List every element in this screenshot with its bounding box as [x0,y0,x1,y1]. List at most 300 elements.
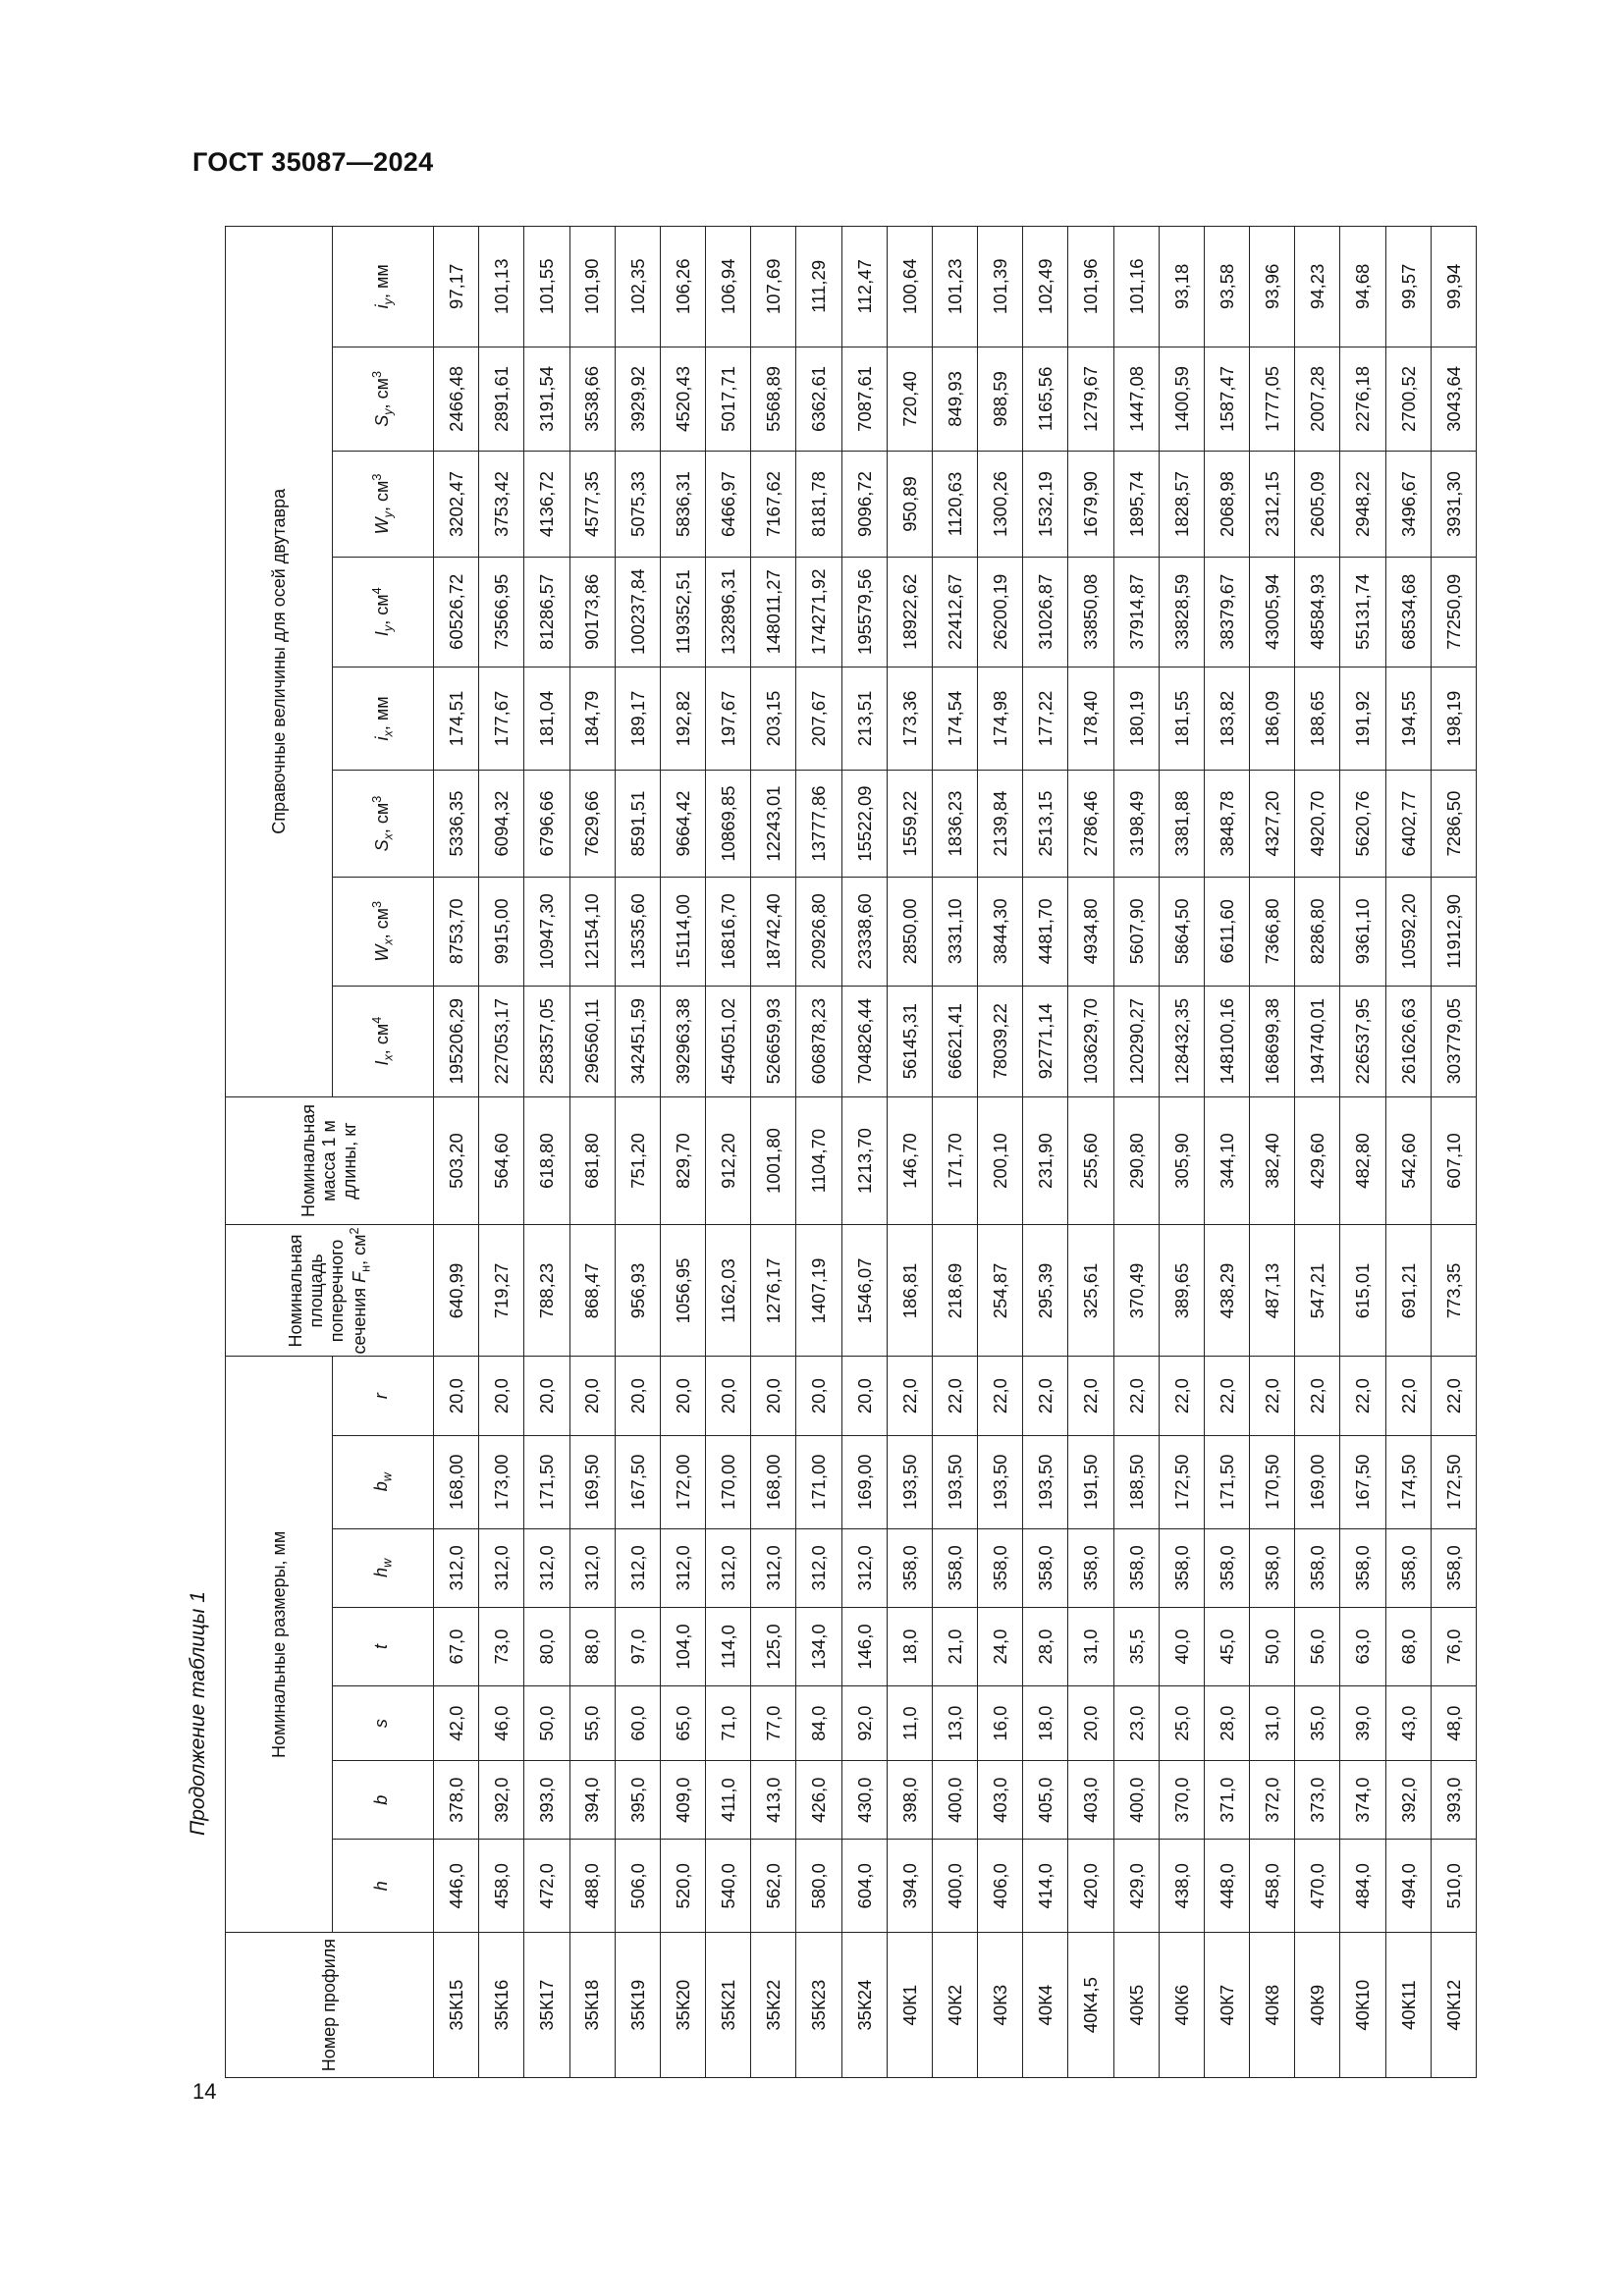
table-cell: 103629,70 [1068,986,1113,1096]
table-cell: 305,90 [1159,1096,1204,1225]
table-cell: 92771,14 [1023,986,1068,1096]
table-cell: 6094,32 [479,771,524,878]
table-cell: 97,17 [434,227,479,347]
table-row [479,227,524,2078]
table-cell: 33850,08 [1068,557,1113,667]
table-cell: 484,0 [1340,1840,1385,1933]
table-cell: 344,10 [1204,1096,1249,1225]
table-cell: 192,82 [660,667,705,771]
table-cell: 454051,02 [706,986,751,1096]
table-cell: 1056,95 [660,1225,705,1357]
header-ref-ry-sym: i [371,304,392,309]
table-cell: 181,04 [524,667,569,771]
table-cell: 849,93 [932,347,977,452]
header-area: Номинальная площадь поперечного сечения $F_н$, $см^2$ [226,1225,434,1357]
table-cell: 3381,88 [1159,771,1204,878]
table-cell: 2891,61 [479,347,524,452]
table-cell: 691,21 [1385,1225,1431,1357]
table-cell: 194,55 [1385,667,1431,771]
table-cell: 5017,71 [706,347,751,452]
table-cell: 168699,38 [1250,986,1295,1096]
table-cell: 183,82 [1204,667,1249,771]
table-cell: 403,0 [1068,1761,1113,1840]
table-cell: 1836,23 [932,771,977,878]
profile-number-cell: 35К20 [660,1933,705,2078]
table-cell: 370,0 [1159,1761,1204,1840]
header-ref-wx-sym: W [371,944,392,962]
table-cell: 429,60 [1295,1096,1340,1225]
table-cell: 681,80 [569,1096,615,1225]
table-cell: 63,0 [1340,1607,1385,1685]
profile-number-cell: 35К17 [524,1933,569,2078]
table-cell: 78039,22 [978,986,1023,1096]
header-dimensions: Номинальные размеры, мм [226,1357,333,1933]
header-dim-hw-sub: w [380,1558,395,1568]
table-cell: 186,09 [1250,667,1295,771]
table-cell: 93,58 [1204,227,1249,347]
table-cell: 94,68 [1340,227,1385,347]
profile-number-cell: 35К16 [479,1933,524,2078]
table-cell: 180,19 [1113,667,1159,771]
table-cell: 3929,92 [615,347,660,452]
table-cell: 56,0 [1295,1607,1340,1685]
table-cell: 426,0 [796,1761,841,1840]
table-cell: 4577,35 [569,452,615,558]
header-ref-rx: $i_x$, мм [333,667,434,771]
header-dim-b-sym: b [370,1794,391,1805]
table-cell: 16816,70 [706,877,751,986]
table-cell: 472,0 [524,1840,569,1933]
table-cell: 193,50 [978,1435,1023,1528]
table-cell: 542,60 [1385,1096,1431,1225]
table-row [1431,227,1476,2078]
table-cell: 4136,72 [524,452,569,558]
header-dim-hw-sym: h [370,1567,391,1577]
table-cell: 20,0 [841,1357,887,1435]
header-dim-bw-sub: w [380,1472,395,1482]
table-cell: 1828,57 [1159,452,1204,558]
table-cell: 177,67 [479,667,524,771]
table-cell: 1120,63 [932,452,977,558]
table-cell: 20,0 [1068,1686,1113,1761]
table-cell: 13535,60 [615,877,660,986]
table-cell: 10592,20 [1385,877,1431,986]
table-cell: 22,0 [1068,1357,1113,1435]
profile-number-cell: 35К23 [796,1933,841,2078]
table-cell: 2948,22 [1340,452,1385,558]
header-ref-ry: $i_y$, мм [333,227,434,347]
profile-number-cell: 40К5 [1113,1933,1159,2078]
table-cell: 132896,31 [706,557,751,667]
table-cell: 48,0 [1431,1686,1476,1761]
table-cell: 107,69 [751,227,796,347]
table-row [1159,227,1204,2078]
table-cell: 22,0 [1431,1357,1476,1435]
table-cell: 22,0 [932,1357,977,1435]
header-ref-sx-sub: x [381,833,396,840]
header-dim-b [333,1761,434,1840]
table-cell: 3844,30 [978,877,1023,986]
header-area-symbol: F [349,1271,369,1283]
header-ref-sx-unit: см [371,802,392,825]
table-cell: 186,81 [887,1225,932,1357]
table-cell: 22,0 [1340,1357,1385,1435]
table-cell: 218,69 [932,1225,977,1357]
profile-number-cell: 35К18 [569,1933,615,2078]
table-cell: 172,50 [1159,1435,1204,1528]
header-ref-sx: $S_x$, $см^3$ [333,771,434,878]
table-cell: 13,0 [932,1686,977,1761]
header-profile: Номер профиля [226,1933,434,2078]
table-cell: 106,26 [660,227,705,347]
header-area-unit-sup: 2 [347,1227,361,1235]
table-cell: 42,0 [434,1686,479,1761]
table-cell: 640,99 [434,1225,479,1357]
header-ref-sy: $S_y$, $см^3$ [333,347,434,452]
header-ref-sy-sup: 3 [369,371,384,379]
header-ref-ix-sup: 4 [369,1016,384,1024]
table-cell: 2312,15 [1250,452,1295,558]
table-cell: 173,36 [887,667,932,771]
table-cell: 420,0 [1068,1840,1113,1933]
table-cell: 773,35 [1431,1225,1476,1357]
table-cell: 358,0 [1385,1528,1431,1607]
table-cell: 174,98 [978,667,1023,771]
table-cell: 20,0 [434,1357,479,1435]
table-cell: 912,20 [706,1096,751,1225]
table-cell: 195206,29 [434,986,479,1096]
header-dim-r [333,1357,434,1435]
table-cell: 1587,47 [1204,347,1249,452]
header-ref-iy-sup: 4 [369,587,384,595]
table-cell: 547,21 [1295,1225,1340,1357]
table-cell: 325,61 [1068,1225,1113,1357]
table-cell: 23,0 [1113,1686,1159,1761]
table-cell: 50,0 [1250,1607,1295,1685]
table-cell: 503,20 [434,1096,479,1225]
table-cell: 20,0 [569,1357,615,1435]
table-row [706,227,751,2078]
table-cell: 719,27 [479,1225,524,1357]
table-cell: 22,0 [1250,1357,1295,1435]
table-cell: 562,0 [751,1840,796,1933]
profile-number-cell: 35К24 [841,1933,887,2078]
header-mass: Номинальная масса 1 м длины, кг [226,1096,434,1225]
header-reference: Справочные величины для осей двутавра [226,227,333,1097]
table-cell: 950,89 [887,452,932,558]
table-cell: 358,0 [1295,1528,1340,1607]
table-cell: 20,0 [479,1357,524,1435]
table-cell: 92,0 [841,1686,887,1761]
table-cell: 18922,62 [887,557,932,667]
header-dim-h [333,1840,434,1933]
header-ref-iy: $I_y$, $см^4$ [333,557,434,667]
profile-number-cell: 35К15 [434,1933,479,2078]
table-cell: 3043,64 [1431,347,1476,452]
header-ref-wy: $W_y$, $см^3$ [333,452,434,558]
profile-table [225,226,1477,2078]
table-cell: 392,0 [479,1761,524,1840]
table-cell: 540,0 [706,1840,751,1933]
table-cell: 751,20 [615,1096,660,1225]
table-cell: 77,0 [751,1686,796,1761]
table-row [1295,227,1340,2078]
table-cell: 33828,59 [1159,557,1204,667]
table-cell: 100,64 [887,227,932,347]
header-ref-sy-sym: S [371,414,392,427]
table-cell: 146,0 [841,1607,887,1685]
table-cell: 73,0 [479,1607,524,1685]
table-cell: 22,0 [1204,1357,1249,1435]
table-cell: 506,0 [615,1840,660,1933]
header-ref-sy-sub: y [381,408,396,415]
profile-number-cell: 40К11 [1385,1933,1431,2078]
table-cell: 3753,42 [479,452,524,558]
table-cell: 6466,97 [706,452,751,558]
table-cell: 373,0 [1295,1761,1340,1840]
table-cell: 50,0 [524,1686,569,1761]
table-cell: 134,0 [796,1607,841,1685]
table-cell: 405,0 [1023,1761,1068,1840]
table-cell: 395,0 [615,1761,660,1840]
table-cell: 195579,56 [841,557,887,667]
table-cell: 482,80 [1340,1096,1385,1225]
table-cell: 312,0 [479,1528,524,1607]
table-cell: 358,0 [887,1528,932,1607]
header-ref-iy-sym: I [371,631,392,637]
header-dim-s-sym: s [370,1719,391,1729]
header-ref-ix: $I_x$, $см^4$ [333,986,434,1096]
table-cell: 389,65 [1159,1225,1204,1357]
table-caption: Продолжение таблицы 1 [187,1591,209,1836]
table-cell: 22,0 [1385,1357,1431,1435]
table-cell: 5607,90 [1113,877,1159,986]
table-cell: 198,19 [1431,667,1476,771]
table-cell: 2068,98 [1204,452,1249,558]
table-cell: 20,0 [615,1357,660,1435]
table-cell: 400,0 [932,1761,977,1840]
table-cell: 100237,84 [615,557,660,667]
table-cell: 231,90 [1023,1096,1068,1225]
table-cell: 170,00 [706,1435,751,1528]
table-cell: 55131,74 [1340,557,1385,667]
table-cell: 18,0 [887,1607,932,1685]
table-cell: 295,39 [1023,1225,1068,1357]
table-cell: 101,96 [1068,227,1113,347]
header-ref-iy-unit: см [371,594,392,615]
table-cell: 189,17 [615,667,660,771]
table-cell: 255,60 [1068,1096,1113,1225]
header-dim-bw [333,1435,434,1528]
table-cell: 172,00 [660,1435,705,1528]
table-cell: 43005,94 [1250,557,1295,667]
table-cell: 111,29 [796,227,841,347]
table-cell: 9664,42 [660,771,705,878]
table-cell: 564,60 [479,1096,524,1225]
table-cell: 188,65 [1295,667,1340,771]
table-cell: 71,0 [706,1686,751,1761]
table-cell: 101,16 [1113,227,1159,347]
table-cell: 119352,51 [660,557,705,667]
table-cell: 26200,19 [978,557,1023,667]
table-row [1204,227,1249,2078]
table-cell: 4481,70 [1023,877,1068,986]
table-cell: 5620,76 [1340,771,1385,878]
table-cell: 93,18 [1159,227,1204,347]
table-cell: 520,0 [660,1840,705,1933]
table-cell: 22,0 [1113,1357,1159,1435]
table-cell: 403,0 [978,1761,1023,1840]
table-cell: 3202,47 [434,452,479,558]
table-cell: 312,0 [524,1528,569,1607]
table-cell: 66621,41 [932,986,977,1096]
profile-number-cell: 40К10 [1340,1933,1385,2078]
header-ref-wx: $W_x$, $см^3$ [333,877,434,986]
table-cell: 171,00 [796,1435,841,1528]
table-cell: 46,0 [479,1686,524,1761]
table-cell: 125,0 [751,1607,796,1685]
table-cell: 956,93 [615,1225,660,1357]
table-cell: 213,51 [841,667,887,771]
table-cell: 25,0 [1159,1686,1204,1761]
table-cell: 173,00 [479,1435,524,1528]
table-cell: 2700,52 [1385,347,1431,452]
table-cell: 414,0 [1023,1840,1068,1933]
table-cell: 101,90 [569,227,615,347]
table-cell: 77250,09 [1431,557,1476,667]
table-cell: 438,29 [1204,1225,1249,1357]
table-cell: 101,13 [479,227,524,347]
profile-number-cell: 40К9 [1295,1933,1340,2078]
table-cell: 312,0 [841,1528,887,1607]
table-row [1113,227,1159,2078]
table-cell: 68534,68 [1385,557,1431,667]
table-cell: 16,0 [978,1686,1023,1761]
table-cell: 358,0 [1340,1528,1385,1607]
table-cell: 448,0 [1204,1840,1249,1933]
header-ref-ry-sub: y [381,298,396,305]
table-cell: 20,0 [524,1357,569,1435]
table-cell: 3331,10 [932,877,977,986]
table-cell: 167,50 [615,1435,660,1528]
table-cell: 178,40 [1068,667,1113,771]
table-cell: 73566,95 [479,557,524,667]
table-cell: 392,0 [1385,1761,1431,1840]
header-ref-ix-sym: I [371,1060,392,1066]
table-row [569,227,615,2078]
table-cell: 618,80 [524,1096,569,1225]
table-cell: 31026,87 [1023,557,1068,667]
table-cell: 400,0 [1113,1761,1159,1840]
table-cell: 409,0 [660,1761,705,1840]
header-ref-sy-unit: см [371,378,392,400]
table-cell: 35,0 [1295,1686,1340,1761]
table-cell: 1001,80 [751,1096,796,1225]
profile-number-cell: 40К4 [1023,1933,1068,2078]
document-header: ГОСТ 35087—2024 [192,147,434,177]
header-ref-wx-unit: см [371,907,392,930]
table-cell: 169,00 [841,1435,887,1528]
table-cell: 392963,38 [660,986,705,1096]
table-cell: 1559,22 [887,771,932,878]
table-cell: 258357,05 [524,986,569,1096]
table-cell: 720,40 [887,347,932,452]
table-cell: 168,00 [434,1435,479,1528]
header-ref-sx-sym: S [371,839,392,852]
table-cell: 174,51 [434,667,479,771]
table-cell: 8753,70 [434,877,479,986]
table-cell: 172,50 [1431,1435,1476,1528]
table-cell: 1213,70 [841,1096,887,1225]
table-cell: 312,0 [751,1528,796,1607]
profile-number-cell: 40К8 [1250,1933,1295,2078]
table-cell: 38379,67 [1204,557,1249,667]
table-row [887,227,932,2078]
table-cell: 188,50 [1113,1435,1159,1528]
table-cell: 261626,63 [1385,986,1431,1096]
table-cell: 43,0 [1385,1686,1431,1761]
profile-number-cell: 40К7 [1204,1933,1249,2078]
table-cell: 40,0 [1159,1607,1204,1685]
table-cell: 24,0 [978,1607,1023,1685]
table-cell: 169,50 [569,1435,615,1528]
table-cell: 28,0 [1204,1686,1249,1761]
table-cell: 2276,18 [1340,347,1385,452]
table-row [796,227,841,2078]
table-cell: 81286,57 [524,557,569,667]
table-cell: 20,0 [751,1357,796,1435]
header-area-unit: см [349,1234,369,1255]
table-cell: 290,80 [1113,1096,1159,1225]
table-cell: 112,47 [841,227,887,347]
table-cell: 9096,72 [841,452,887,558]
table-cell: 1300,26 [978,452,1023,558]
table-cell: 1407,19 [796,1225,841,1357]
table-cell: 94,23 [1295,227,1340,347]
table-cell: 171,50 [1204,1435,1249,1528]
table-cell: 358,0 [1023,1528,1068,1607]
table-cell: 20,0 [706,1357,751,1435]
table-cell: 470,0 [1295,1840,1340,1933]
header-dim-hw [333,1528,434,1607]
table-cell: 1279,67 [1068,347,1113,452]
table-cell: 494,0 [1385,1840,1431,1933]
table-cell: 8591,51 [615,771,660,878]
table-cell: 169,00 [1295,1435,1340,1528]
table-cell: 358,0 [1204,1528,1249,1607]
table-cell: 438,0 [1159,1840,1204,1933]
table-cell: 31,0 [1068,1607,1113,1685]
table-cell: 1162,03 [706,1225,751,1357]
table-cell: 76,0 [1431,1607,1476,1685]
table-cell: 446,0 [434,1840,479,1933]
table-cell: 429,0 [1113,1840,1159,1933]
table-cell: 2466,48 [434,347,479,452]
table-cell: 296560,11 [569,986,615,1096]
header-ref-ix-unit: см [371,1023,392,1045]
table-cell: 374,0 [1340,1761,1385,1840]
table-cell: 6402,77 [1385,771,1431,878]
table-cell: 97,0 [615,1607,660,1685]
table-cell: 312,0 [796,1528,841,1607]
table-cell: 487,13 [1250,1225,1295,1357]
table-cell: 411,0 [706,1761,751,1840]
table-row [932,227,977,2078]
table-cell: 99,94 [1431,227,1476,347]
table-row [524,227,569,2078]
profile-number-cell: 40К12 [1431,1933,1476,2078]
table-cell: 13777,86 [796,771,841,878]
